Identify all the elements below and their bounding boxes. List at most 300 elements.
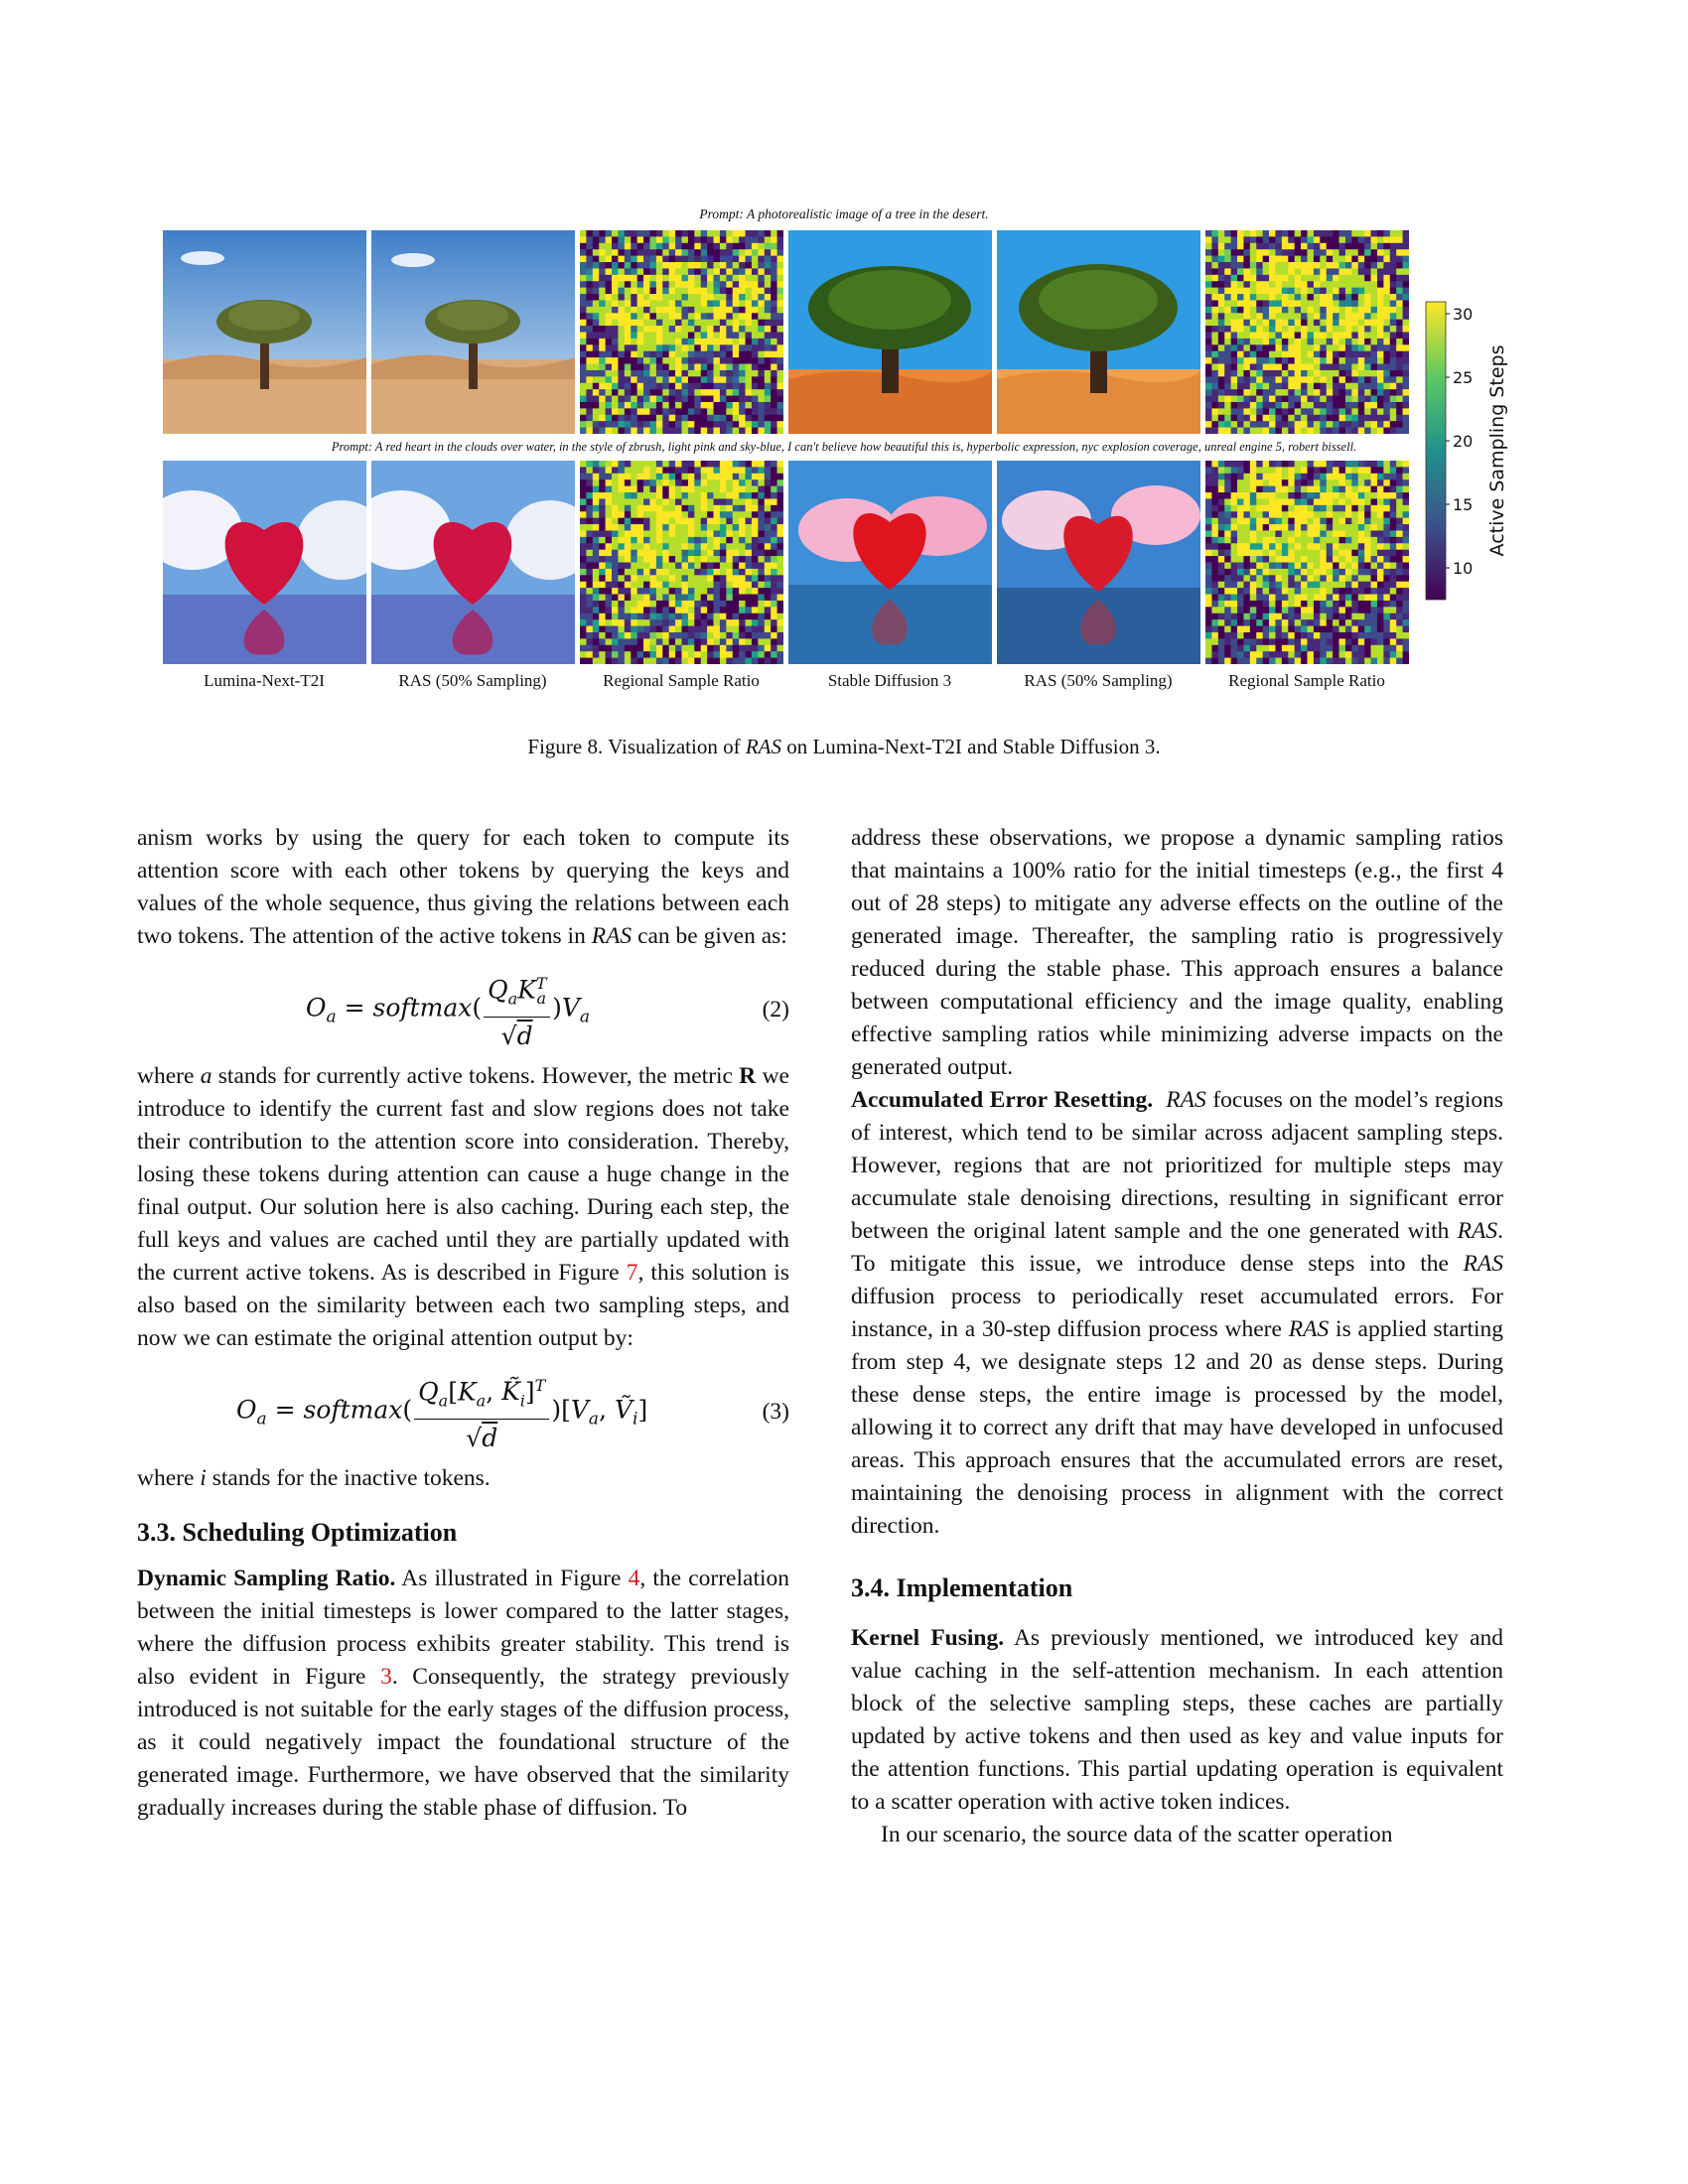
heatmap-cell bbox=[662, 236, 669, 243]
heatmap-cell bbox=[1358, 638, 1365, 645]
heatmap-cell bbox=[1403, 230, 1409, 237]
heatmap-cell bbox=[1205, 262, 1212, 269]
heatmap-cell bbox=[1205, 632, 1212, 639]
heatmap-cell bbox=[1371, 389, 1378, 396]
heatmap-cell bbox=[606, 396, 613, 403]
heatmap-cell bbox=[1383, 651, 1390, 658]
heatmap-cell bbox=[1383, 550, 1390, 557]
heatmap-cell bbox=[1269, 351, 1276, 358]
heatmap-cell bbox=[1263, 389, 1270, 396]
heatmap-cell bbox=[682, 556, 689, 563]
heatmap-cell bbox=[726, 511, 733, 518]
heatmap-cell bbox=[1301, 614, 1308, 620]
heatmap-cell bbox=[1282, 651, 1289, 658]
heatmap-cell bbox=[586, 389, 593, 396]
heatmap-cell bbox=[771, 428, 777, 434]
heatmap-cell bbox=[1371, 262, 1378, 269]
heatmap-cell bbox=[643, 479, 650, 486]
heatmap-cell bbox=[1396, 421, 1403, 428]
heatmap-cell bbox=[1224, 498, 1231, 505]
heatmap-cell bbox=[694, 595, 701, 602]
heatmap-cell bbox=[720, 256, 727, 263]
heatmap-cell bbox=[637, 275, 644, 282]
heatmap-cell bbox=[701, 556, 708, 563]
heatmap-cell bbox=[1390, 530, 1397, 537]
heatmap-cell bbox=[1243, 376, 1250, 383]
heatmap-cell bbox=[1358, 505, 1365, 512]
heatmap-cell bbox=[682, 537, 689, 544]
heatmap-cell bbox=[1250, 243, 1257, 250]
heatmap-cell bbox=[1333, 492, 1339, 499]
heatmap-cell bbox=[675, 326, 682, 333]
heatmap-cell bbox=[1345, 389, 1352, 396]
heatmap-cell bbox=[1339, 408, 1346, 415]
heatmap-cell bbox=[1308, 313, 1315, 320]
heatmap-cell bbox=[682, 320, 689, 327]
heatmap-cell bbox=[606, 320, 613, 327]
heatmap-cell bbox=[1333, 530, 1339, 537]
heatmap-cell bbox=[771, 563, 777, 570]
heatmap-cell bbox=[1320, 333, 1327, 340]
heatmap-cell bbox=[1333, 376, 1339, 383]
heatmap-cell bbox=[1243, 288, 1250, 295]
heatmap-cell bbox=[656, 421, 663, 428]
heatmap-cell bbox=[1377, 582, 1384, 589]
heatmap-cell bbox=[669, 281, 676, 288]
heatmap-cell bbox=[1339, 396, 1346, 403]
heatmap-cell bbox=[739, 376, 746, 383]
heatmap-cell bbox=[1383, 333, 1390, 340]
heatmap-cell bbox=[1396, 588, 1403, 595]
heatmap-cell bbox=[1295, 486, 1302, 493]
heatmap-cell bbox=[656, 461, 663, 468]
heatmap-cell bbox=[1371, 364, 1378, 371]
heatmap-cell bbox=[746, 313, 753, 320]
heatmap-cell bbox=[1364, 230, 1371, 237]
heatmap-cell bbox=[682, 389, 689, 396]
heatmap-cell bbox=[1269, 344, 1276, 351]
heatmap-cell bbox=[765, 351, 772, 358]
heatmap-cell bbox=[1396, 582, 1403, 589]
heatmap-cell bbox=[1218, 601, 1225, 608]
heatmap-cell bbox=[1364, 275, 1371, 282]
heatmap-cell bbox=[1345, 339, 1352, 345]
heatmap-cell bbox=[1358, 607, 1365, 614]
heatmap-cell bbox=[1218, 619, 1225, 626]
heatmap-cell bbox=[1377, 543, 1384, 550]
heatmap-cell bbox=[688, 389, 695, 396]
heatmap-cell bbox=[682, 268, 689, 275]
heatmap-cell bbox=[580, 364, 587, 371]
heatmap-cell bbox=[733, 626, 740, 633]
heatmap-cell bbox=[580, 467, 587, 474]
heatmap-cell bbox=[1333, 300, 1339, 307]
heatmap-cell bbox=[1358, 415, 1365, 422]
heatmap-cell bbox=[777, 614, 783, 620]
heatmap-cell bbox=[599, 492, 606, 499]
heatmap-cell bbox=[694, 281, 701, 288]
heatmap-cell bbox=[720, 505, 727, 512]
heatmap-cell bbox=[593, 249, 600, 256]
heatmap-cell bbox=[1301, 396, 1308, 403]
heatmap-cell bbox=[701, 408, 708, 415]
heatmap-cell bbox=[1231, 582, 1238, 589]
heatmap-cell bbox=[1211, 658, 1218, 664]
heatmap-cell bbox=[593, 294, 600, 301]
heatmap-cell bbox=[1390, 595, 1397, 602]
heatmap-cell bbox=[688, 518, 695, 525]
heatmap-cell bbox=[1371, 479, 1378, 486]
heatmap-cell bbox=[669, 249, 676, 256]
heatmap-cell bbox=[714, 326, 721, 333]
heatmap-cell bbox=[1383, 601, 1390, 608]
heatmap-cell bbox=[707, 638, 714, 645]
heatmap-cell bbox=[1308, 243, 1315, 250]
heatmap-cell bbox=[1345, 370, 1352, 377]
heatmap-cell bbox=[758, 370, 765, 377]
heatmap-cell bbox=[606, 619, 613, 626]
heatmap-cell bbox=[701, 638, 708, 645]
heatmap-cell bbox=[701, 326, 708, 333]
heatmap-cell bbox=[669, 607, 676, 614]
heatmap-cell bbox=[1275, 357, 1282, 364]
heatmap-cell bbox=[599, 320, 606, 327]
heart-sample-ratio-map-sd3 bbox=[1205, 461, 1409, 664]
heatmap-cell bbox=[1383, 415, 1390, 422]
heatmap-cell bbox=[1243, 601, 1250, 608]
heatmap-cell bbox=[682, 498, 689, 505]
heatmap-cell bbox=[1218, 326, 1225, 333]
heatmap-cell bbox=[1377, 230, 1384, 237]
heatmap-cell bbox=[1263, 256, 1270, 263]
heatmap-cell bbox=[714, 537, 721, 544]
heatmap-cell bbox=[606, 537, 613, 544]
heatmap-cell bbox=[637, 288, 644, 295]
heatmap-cell bbox=[1320, 300, 1327, 307]
heatmap-cell bbox=[726, 582, 733, 589]
heatmap-cell bbox=[1224, 300, 1231, 307]
heatmap-cell bbox=[675, 569, 682, 576]
heatmap-cell bbox=[714, 294, 721, 301]
heatmap-cell bbox=[1358, 389, 1365, 396]
heatmap-cell bbox=[1282, 550, 1289, 557]
heatmap-cell bbox=[593, 505, 600, 512]
heatmap-cell bbox=[726, 230, 733, 237]
heatmap-cell bbox=[1256, 461, 1263, 468]
heatmap-cell bbox=[746, 256, 753, 263]
heatmap-cell bbox=[720, 236, 727, 243]
heatmap-cell bbox=[1275, 376, 1282, 383]
heatmap-cell bbox=[1308, 467, 1315, 474]
heatmap-cell bbox=[1205, 607, 1212, 614]
heatmap-cell bbox=[726, 601, 733, 608]
heatmap-cell bbox=[612, 498, 619, 505]
heatmap-cell bbox=[1314, 230, 1321, 237]
heatmap-cell bbox=[1275, 294, 1282, 301]
heatmap-cell bbox=[1301, 638, 1308, 645]
heatmap-cell bbox=[1358, 326, 1365, 333]
heatmap-cell bbox=[1301, 256, 1308, 263]
heatmap-cell bbox=[758, 461, 765, 468]
heatmap-cell bbox=[1250, 396, 1257, 403]
heatmap-cell bbox=[649, 479, 656, 486]
heatmap-cell bbox=[1371, 396, 1378, 403]
heatmap-cell bbox=[1243, 658, 1250, 664]
heatmap-cell bbox=[1314, 467, 1321, 474]
heatmap-cell bbox=[1250, 530, 1257, 537]
heatmap-cell bbox=[612, 281, 619, 288]
heatmap-cell bbox=[580, 383, 587, 390]
heatmap-cell bbox=[1396, 344, 1403, 351]
heatmap-cell bbox=[1263, 626, 1270, 633]
heatmap-cell bbox=[707, 300, 714, 307]
heatmap-cell bbox=[1275, 402, 1282, 409]
heatmap-cell bbox=[1256, 402, 1263, 409]
heatmap-cell bbox=[758, 351, 765, 358]
heatmap-cell bbox=[771, 474, 777, 480]
heatmap-cell bbox=[612, 474, 619, 480]
heatmap-cell bbox=[752, 294, 759, 301]
heatmap-cell bbox=[1371, 575, 1378, 582]
figure-7-link[interactable]: 7 bbox=[626, 1260, 638, 1286]
heatmap-cell bbox=[1224, 294, 1231, 301]
heatmap-cell bbox=[1211, 537, 1218, 544]
heatmap-cell bbox=[739, 492, 746, 499]
heatmap-cell bbox=[1339, 595, 1346, 602]
heatmap-cell bbox=[612, 383, 619, 390]
heatmap-cell bbox=[682, 370, 689, 377]
heatmap-cell bbox=[580, 307, 587, 314]
heatmap-cell bbox=[1339, 262, 1346, 269]
heatmap-cell bbox=[1333, 408, 1339, 415]
heatmap-cell bbox=[1383, 383, 1390, 390]
heatmap-cell bbox=[1339, 632, 1346, 639]
heatmap-cell bbox=[637, 467, 644, 474]
heatmap-cell bbox=[1250, 326, 1257, 333]
heatmap-cell bbox=[1333, 537, 1339, 544]
heatmap-cell bbox=[1301, 383, 1308, 390]
heatmap-cell bbox=[1345, 530, 1352, 537]
heatmap-cell bbox=[714, 550, 721, 557]
heatmap-cell bbox=[758, 383, 765, 390]
heatmap-cell bbox=[694, 614, 701, 620]
heatmap-cell bbox=[1269, 607, 1276, 614]
heatmap-cell bbox=[765, 632, 772, 639]
heatmap-cell bbox=[586, 467, 593, 474]
heatmap-cell bbox=[637, 505, 644, 512]
heatmap-cell bbox=[1288, 294, 1295, 301]
heatmap-cell bbox=[701, 518, 708, 525]
heatmap-cell bbox=[1243, 651, 1250, 658]
heatmap-cell bbox=[1218, 376, 1225, 383]
heatmap-cell bbox=[1358, 582, 1365, 589]
heatmap-cell bbox=[1339, 249, 1346, 256]
heatmap-cell bbox=[1256, 638, 1263, 645]
heatmap-cell bbox=[675, 505, 682, 512]
heatmap-cell bbox=[1224, 607, 1231, 614]
heatmap-cell bbox=[1218, 486, 1225, 493]
heatmap-cell bbox=[593, 645, 600, 652]
heatmap-cell bbox=[1383, 582, 1390, 589]
heatmap-cell bbox=[662, 511, 669, 518]
heatmap-cell bbox=[662, 275, 669, 282]
heatmap-cell bbox=[580, 415, 587, 422]
heatmap-cell bbox=[1263, 396, 1270, 403]
heatmap-cell bbox=[618, 607, 625, 614]
heatmap-cell bbox=[1308, 601, 1315, 608]
heatmap-cell bbox=[1243, 575, 1250, 582]
heatmap-cell bbox=[733, 230, 740, 237]
heatmap-cell bbox=[1327, 467, 1334, 474]
heatmap-cell bbox=[701, 344, 708, 351]
heatmap-cell bbox=[1295, 569, 1302, 576]
heatmap-cell bbox=[1237, 461, 1244, 468]
heatmap-cell bbox=[1390, 344, 1397, 351]
heatmap-cell bbox=[675, 383, 682, 390]
heatmap-cell bbox=[1403, 645, 1409, 652]
heatmap-cell bbox=[649, 421, 656, 428]
heatmap-cell bbox=[1243, 383, 1250, 390]
heatmap-cell bbox=[643, 474, 650, 480]
heatmap-cell bbox=[1224, 626, 1231, 633]
heatmap-cell bbox=[612, 543, 619, 550]
heatmap-cell bbox=[1205, 281, 1212, 288]
heatmap-cell bbox=[1396, 595, 1403, 602]
heatmap-cell bbox=[1237, 511, 1244, 518]
heatmap-cell bbox=[593, 357, 600, 364]
heatmap-cell bbox=[1383, 364, 1390, 371]
heatmap-cell bbox=[637, 461, 644, 468]
heatmap-cell bbox=[765, 550, 772, 557]
heatmap-cell bbox=[637, 396, 644, 403]
figure-4-link[interactable]: 4 bbox=[628, 1566, 640, 1591]
heatmap-cell bbox=[1403, 595, 1409, 602]
heatmap-cell bbox=[1351, 370, 1358, 377]
heatmap-cell bbox=[1295, 376, 1302, 383]
heatmap-cell bbox=[649, 339, 656, 345]
heatmap-cell bbox=[1295, 524, 1302, 531]
heatmap-cell bbox=[662, 249, 669, 256]
heatmap-cell bbox=[1351, 339, 1358, 345]
heatmap-cell bbox=[1295, 658, 1302, 664]
heatmap-cell bbox=[707, 344, 714, 351]
heatmap-cell bbox=[688, 344, 695, 351]
heatmap-cell bbox=[739, 268, 746, 275]
heatmap-cell bbox=[599, 370, 606, 377]
heatmap-cell bbox=[1377, 364, 1384, 371]
heatmap-cell bbox=[1269, 415, 1276, 422]
heatmap-cell bbox=[688, 320, 695, 327]
heatmap-cell bbox=[1301, 389, 1308, 396]
heatmap-cell bbox=[726, 370, 733, 377]
heatmap-cell bbox=[662, 582, 669, 589]
heatmap-cell bbox=[1237, 595, 1244, 602]
heatmap-cell bbox=[1320, 256, 1327, 263]
figure-3-link[interactable]: 3 bbox=[380, 1664, 392, 1690]
heatmap-cell bbox=[1364, 370, 1371, 377]
heatmap-cell bbox=[1314, 370, 1321, 377]
heatmap-cell bbox=[688, 408, 695, 415]
heatmap-cell bbox=[1288, 537, 1295, 544]
heatmap-cell bbox=[1231, 402, 1238, 409]
heatmap-cell bbox=[593, 389, 600, 396]
heatmap-cell bbox=[1314, 537, 1321, 544]
heatmap-cell bbox=[1256, 518, 1263, 525]
heatmap-cell bbox=[1320, 281, 1327, 288]
heatmap-cell bbox=[1263, 474, 1270, 480]
heatmap-cell bbox=[1295, 408, 1302, 415]
heatmap-cell bbox=[631, 256, 637, 263]
heatmap-cell bbox=[649, 505, 656, 512]
heatmap-cell bbox=[1396, 313, 1403, 320]
heatmap-cell bbox=[649, 243, 656, 250]
heatmap-cell bbox=[586, 268, 593, 275]
heatmap-cell bbox=[1390, 505, 1397, 512]
heatmap-cell bbox=[1364, 569, 1371, 576]
heatmap-cell bbox=[1358, 408, 1365, 415]
heatmap-cell bbox=[599, 645, 606, 652]
heatmap-cell bbox=[662, 383, 669, 390]
heatmap-cell bbox=[662, 320, 669, 327]
heatmap-cell bbox=[1358, 320, 1365, 327]
heatmap-cell bbox=[752, 370, 759, 377]
heatmap-cell bbox=[637, 230, 644, 237]
heatmap-cell bbox=[631, 383, 637, 390]
heatmap-cell bbox=[675, 595, 682, 602]
heatmap-cell bbox=[656, 601, 663, 608]
heatmap-cell bbox=[1320, 518, 1327, 525]
heatmap-cell bbox=[662, 569, 669, 576]
heatmap-cell bbox=[599, 326, 606, 333]
heatmap-cell bbox=[682, 288, 689, 295]
heatmap-cell bbox=[1282, 402, 1289, 409]
heatmap-cell bbox=[1364, 511, 1371, 518]
heatmap-cell bbox=[643, 511, 650, 518]
heatmap-cell bbox=[612, 524, 619, 531]
heatmap-cell bbox=[1390, 474, 1397, 480]
heatmap-cell bbox=[643, 415, 650, 422]
heatmap-cell bbox=[643, 294, 650, 301]
heatmap-cell bbox=[625, 658, 632, 664]
heatmap-cell bbox=[612, 262, 619, 269]
heatmap-cell bbox=[606, 428, 613, 434]
heatmap-cell bbox=[1275, 563, 1282, 570]
heatmap-cell bbox=[586, 300, 593, 307]
heatmap-cell bbox=[606, 408, 613, 415]
heatmap-cell bbox=[649, 294, 656, 301]
heatmap-cell bbox=[746, 543, 753, 550]
heatmap-cell bbox=[1250, 626, 1257, 633]
heatmap-cell bbox=[606, 645, 613, 652]
heatmap-cell bbox=[1295, 588, 1302, 595]
heatmap-cell bbox=[694, 588, 701, 595]
heatmap-cell bbox=[1269, 313, 1276, 320]
heatmap-cell bbox=[1333, 249, 1339, 256]
heatmap-cell bbox=[1243, 421, 1250, 428]
heatmap-cell bbox=[643, 351, 650, 358]
heatmap-cell bbox=[656, 243, 663, 250]
heatmap-cell bbox=[1224, 320, 1231, 327]
heatmap-cell bbox=[1345, 474, 1352, 480]
heatmap-cell bbox=[746, 537, 753, 544]
heatmap-cell bbox=[606, 505, 613, 512]
heatmap-cell bbox=[1339, 467, 1346, 474]
heatmap-cell bbox=[1256, 300, 1263, 307]
heatmap-cell bbox=[599, 607, 606, 614]
colorbar-tick-25: 25 bbox=[1453, 368, 1474, 387]
heatmap-cell bbox=[1351, 530, 1358, 537]
heatmap-cell bbox=[1320, 619, 1327, 626]
